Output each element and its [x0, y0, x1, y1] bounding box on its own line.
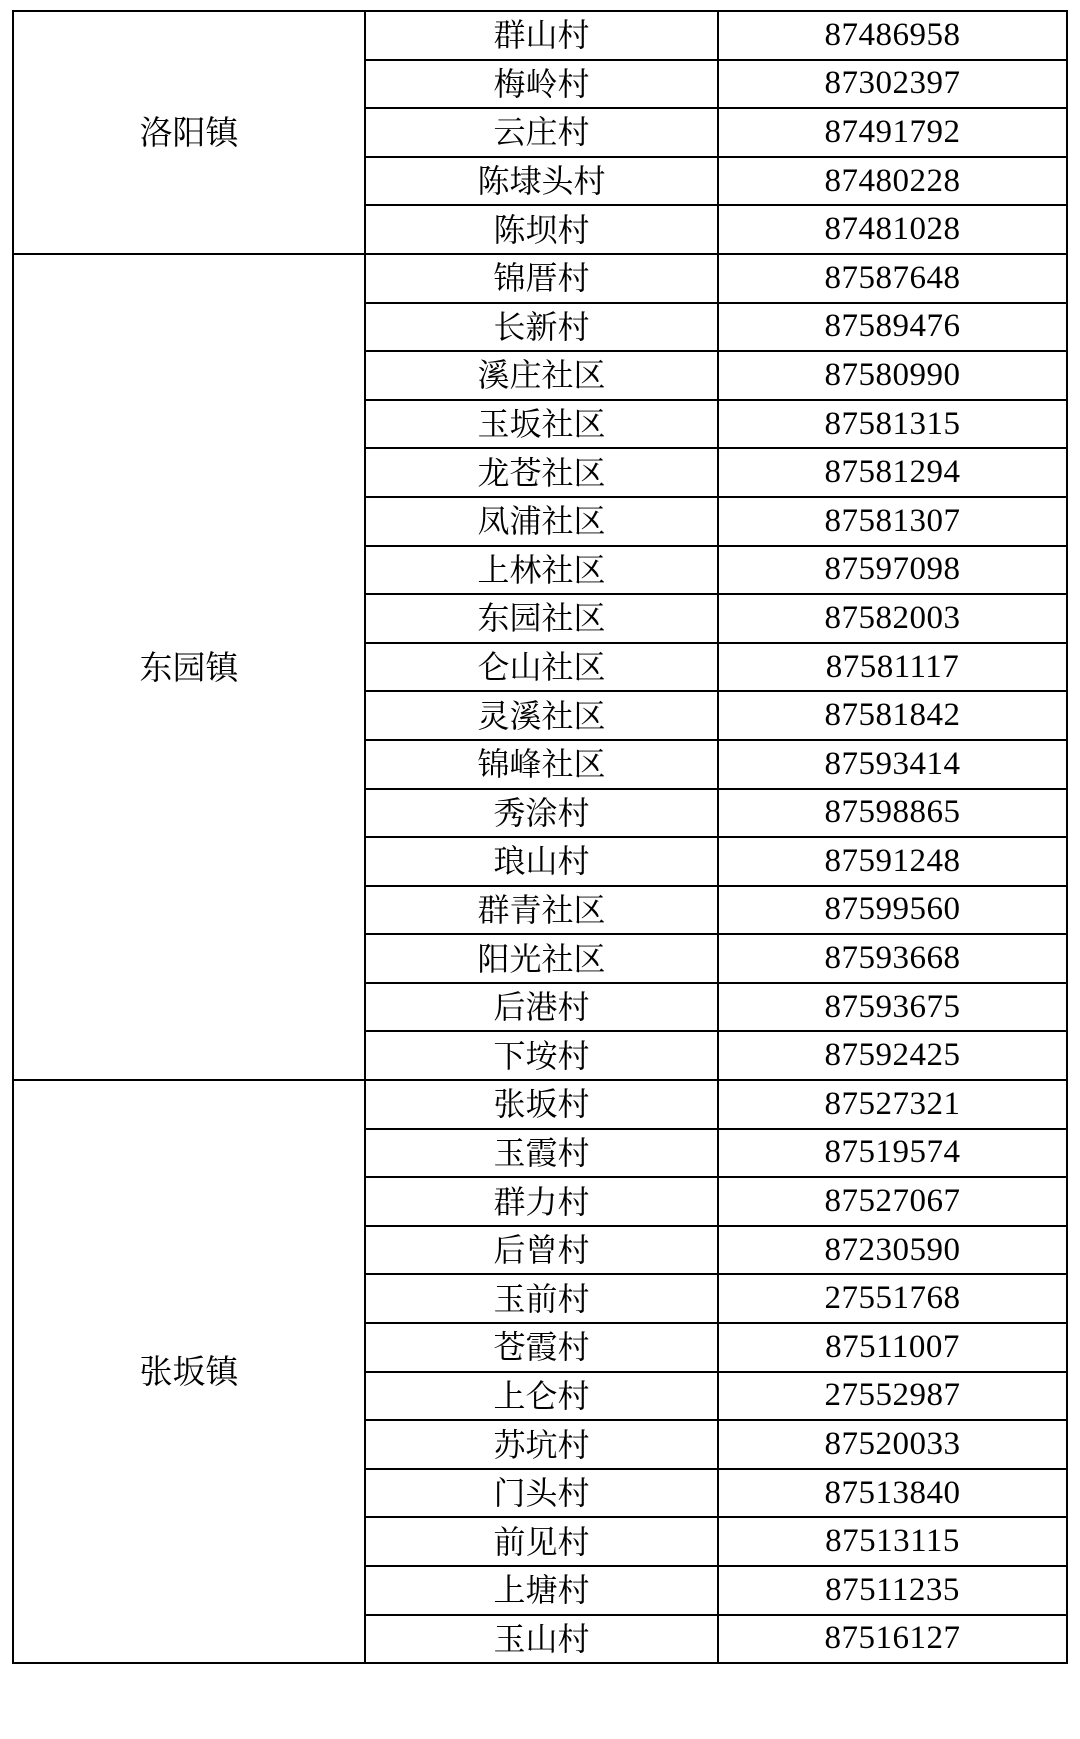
- phone-number-cell: 87230590: [718, 1226, 1067, 1275]
- village-name-cell: 苍霞村: [365, 1323, 718, 1372]
- village-name-cell: 梅岭村: [365, 60, 718, 109]
- village-name-cell: 陈埭头村: [365, 157, 718, 206]
- village-name-cell: 秀涂村: [365, 789, 718, 838]
- phone-number-cell: 87513115: [718, 1517, 1067, 1566]
- village-name-cell: 下垵村: [365, 1031, 718, 1080]
- village-name-cell: 后曾村: [365, 1226, 718, 1275]
- village-name-cell: 东园社区: [365, 594, 718, 643]
- village-name-cell: 群力村: [365, 1177, 718, 1226]
- phone-number-cell: 87511235: [718, 1566, 1067, 1615]
- phone-number-cell: 87580990: [718, 351, 1067, 400]
- phone-number-cell: 87481028: [718, 205, 1067, 254]
- phone-number-cell: 87302397: [718, 60, 1067, 109]
- village-name-cell: 上塘村: [365, 1566, 718, 1615]
- village-name-cell: 龙苍社区: [365, 448, 718, 497]
- phone-number-cell: 27551768: [718, 1274, 1067, 1323]
- village-name-cell: 苏坑村: [365, 1420, 718, 1469]
- phone-number-cell: 87582003: [718, 594, 1067, 643]
- village-name-cell: 凤浦社区: [365, 497, 718, 546]
- village-name-cell: 前见村: [365, 1517, 718, 1566]
- village-name-cell: 张坂村: [365, 1080, 718, 1129]
- phone-number-cell: 87516127: [718, 1615, 1067, 1664]
- phone-number-cell: 87520033: [718, 1420, 1067, 1469]
- phone-number-cell: 87587648: [718, 254, 1067, 303]
- table-row: [13, 254, 1067, 303]
- village-name-cell: 长新村: [365, 303, 718, 352]
- village-name-cell: 锦峰社区: [365, 740, 718, 789]
- village-name-cell: 群山村: [365, 11, 718, 60]
- phone-number-cell: 87491792: [718, 108, 1067, 157]
- phone-number-cell: 87527067: [718, 1177, 1067, 1226]
- village-name-cell: 阳光社区: [365, 934, 718, 983]
- village-name-cell: 玉坂社区: [365, 400, 718, 449]
- table-row: [13, 1080, 1067, 1129]
- phone-number-cell: 87581307: [718, 497, 1067, 546]
- town-name-cell: 东园镇: [13, 254, 365, 1080]
- contact-table-container: [12, 10, 1066, 1664]
- phone-number-cell: 87591248: [718, 837, 1067, 886]
- phone-number-cell: 87581117: [718, 643, 1067, 692]
- phone-number-cell: 87593414: [718, 740, 1067, 789]
- phone-number-cell: 87486958: [718, 11, 1067, 60]
- village-name-cell: 上林社区: [365, 546, 718, 595]
- town-name-cell: 洛阳镇: [13, 11, 365, 254]
- phone-number-cell: 87519574: [718, 1129, 1067, 1178]
- phone-number-cell: 87597098: [718, 546, 1067, 595]
- village-name-cell: 玉山村: [365, 1615, 718, 1664]
- town-name-cell: 张坂镇: [13, 1080, 365, 1663]
- phone-number-cell: 87599560: [718, 886, 1067, 935]
- table-row: [13, 11, 1067, 60]
- village-name-cell: 门头村: [365, 1469, 718, 1518]
- village-name-cell: 陈坝村: [365, 205, 718, 254]
- village-name-cell: 玉前村: [365, 1274, 718, 1323]
- village-name-cell: 玉霞村: [365, 1129, 718, 1178]
- phone-number-cell: 87527321: [718, 1080, 1067, 1129]
- contact-table-body: [13, 11, 1067, 1663]
- contact-table: [12, 10, 1068, 1664]
- phone-number-cell: 87581315: [718, 400, 1067, 449]
- phone-number-cell: 87589476: [718, 303, 1067, 352]
- village-name-cell: 琅山村: [365, 837, 718, 886]
- village-name-cell: 灵溪社区: [365, 691, 718, 740]
- village-name-cell: 溪庄社区: [365, 351, 718, 400]
- phone-number-cell: 87480228: [718, 157, 1067, 206]
- village-name-cell: 后港村: [365, 983, 718, 1032]
- phone-number-cell: 87592425: [718, 1031, 1067, 1080]
- phone-number-cell: 87511007: [718, 1323, 1067, 1372]
- village-name-cell: 群青社区: [365, 886, 718, 935]
- phone-number-cell: 27552987: [718, 1372, 1067, 1421]
- village-name-cell: 锦厝村: [365, 254, 718, 303]
- village-name-cell: 云庄村: [365, 108, 718, 157]
- village-name-cell: 上仑村: [365, 1372, 718, 1421]
- phone-number-cell: 87581294: [718, 448, 1067, 497]
- village-name-cell: 仑山社区: [365, 643, 718, 692]
- phone-number-cell: 87513840: [718, 1469, 1067, 1518]
- phone-number-cell: 87593675: [718, 983, 1067, 1032]
- phone-number-cell: 87581842: [718, 691, 1067, 740]
- phone-number-cell: 87593668: [718, 934, 1067, 983]
- phone-number-cell: 87598865: [718, 789, 1067, 838]
